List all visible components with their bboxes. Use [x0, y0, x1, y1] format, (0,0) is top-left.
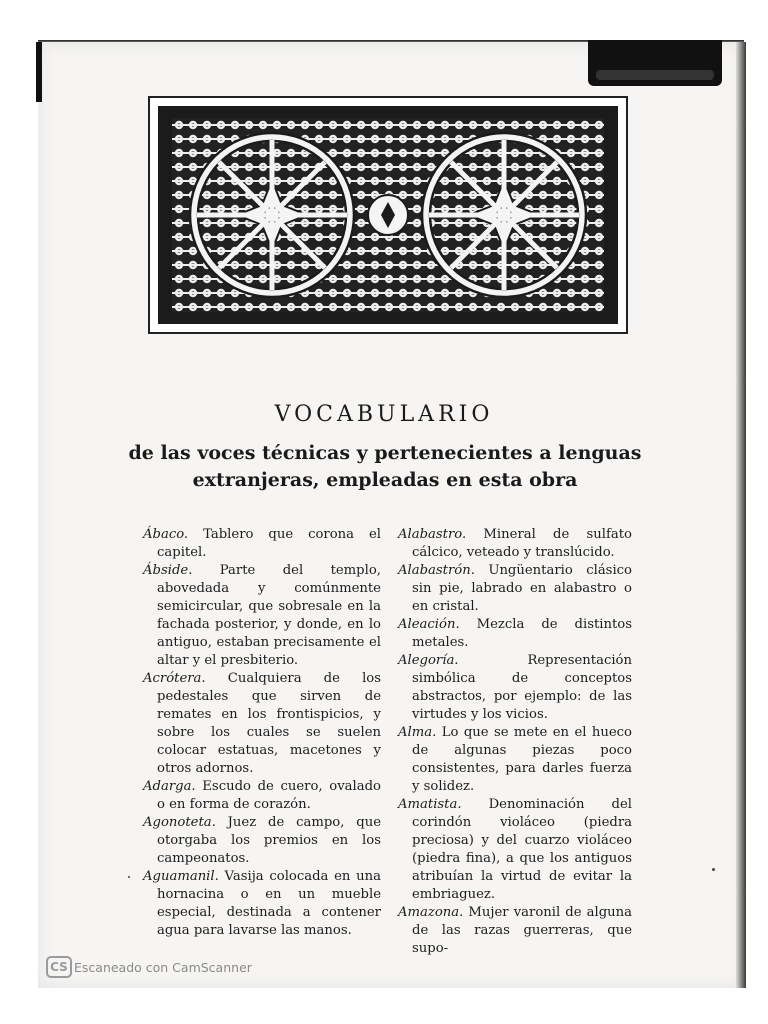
entry-term: Alabastro.: [398, 527, 467, 542]
entry-definition: Juez de campo, que otorgaba los premios en los campeonatos.: [157, 815, 381, 866]
dust-speck: [128, 876, 130, 878]
entry-definition: Tablero que corona el capitel.: [157, 527, 381, 560]
entry-term: Alabastrón.: [398, 563, 475, 578]
binder-clip: [588, 40, 722, 86]
watermark-text: Escaneado con CamScanner: [74, 959, 252, 975]
vocabulary-entry: [143, 670, 381, 778]
vocabulary-entry: [143, 868, 381, 940]
entry-term: Aleación.: [398, 617, 460, 632]
vocabulary-entry: [398, 616, 632, 652]
vocabulary-entry: [398, 904, 632, 958]
entry-term: Alegoría.: [398, 653, 459, 668]
entry-definition: Representación simbólica de conceptos abstractos, por ejemplo: de las virtudes y los vicios.: [412, 653, 632, 722]
camscanner-watermark: [46, 955, 252, 979]
dust-speck: [712, 868, 715, 871]
vocabulary-entry: [398, 562, 632, 616]
entry-definition: Parte del templo, abovedada y comúnmente semicircular, que sobresale en la fachada posterior, y donde, en lo antiguo, estaban precisamente el altar y el presbiterio.: [157, 563, 381, 668]
right-column: [398, 526, 632, 958]
entry-term: Adarga.: [143, 779, 196, 794]
entry-definition: Mujer varonil de alguna de las razas guerreras, que supo-: [412, 905, 632, 956]
entry-definition: Ungüentario clásico sin pie, labrado en alabastro o en cristal.: [412, 563, 632, 614]
entry-definition: Denominación del corindón violáceo (piedra preciosa) y del cuarzo violáceo (piedra fina), a que los antiguos atribuían la virtud de evitar la embriaguez.: [412, 797, 632, 902]
vocabulary-entry: [143, 526, 381, 562]
page-title: VOCABULARIO: [274, 402, 494, 427]
scan-edge-right: [736, 42, 746, 988]
entry-definition: Escudo de cuero, ovalado o en forma de corazón.: [157, 779, 381, 812]
entry-term: Amatista.: [398, 797, 462, 812]
scan-edge-left: [36, 42, 42, 102]
vocabulary-entry: [398, 724, 632, 796]
left-column: [143, 526, 381, 940]
entry-term: Ábaco.: [143, 527, 189, 542]
entry-term: Agonoteta.: [143, 815, 216, 830]
entry-term: Aguamanil.: [143, 869, 219, 884]
ornament-panel: [148, 96, 628, 334]
arabesque-ornament-icon: [172, 118, 604, 312]
entry-definition: Lo que se mete en el hueco de algunas piezas poco consistentes, para darles fuerza y solidez.: [412, 725, 632, 794]
camscanner-logo-icon: CS: [46, 956, 72, 978]
vocabulary-entry: [398, 526, 632, 562]
vocabulary-entry: [143, 562, 381, 670]
entry-definition: Mineral de sulfato cálcico, veteado y translúcido.: [412, 527, 632, 560]
vocabulary-entry: [143, 814, 381, 868]
entry-definition: Vasija colocada en una hornacina o en un mueble especial, destinada a contener agua para lavarse las manos.: [157, 869, 381, 938]
entry-term: Amazona.: [398, 905, 464, 920]
entry-definition: Cualquiera de los pedestales que sirven de remates en los frontispicios, y sobre los cuales se suelen colocar estatuas, macetones y otros adornos.: [157, 671, 381, 776]
entry-term: Alma.: [398, 725, 437, 740]
entry-definition: Mezcla de distintos metales.: [412, 617, 632, 650]
vocabulary-entry: [398, 796, 632, 904]
vocabulary-entry: [143, 778, 381, 814]
entry-term: Acrótera.: [143, 671, 206, 686]
entry-term: Ábside.: [143, 563, 193, 578]
vocabulary-entry: [398, 652, 632, 724]
page-subtitle: de las voces técnicas y pertenecientes a lenguas extranjeras, empleadas en esta obra: [128, 442, 642, 491]
